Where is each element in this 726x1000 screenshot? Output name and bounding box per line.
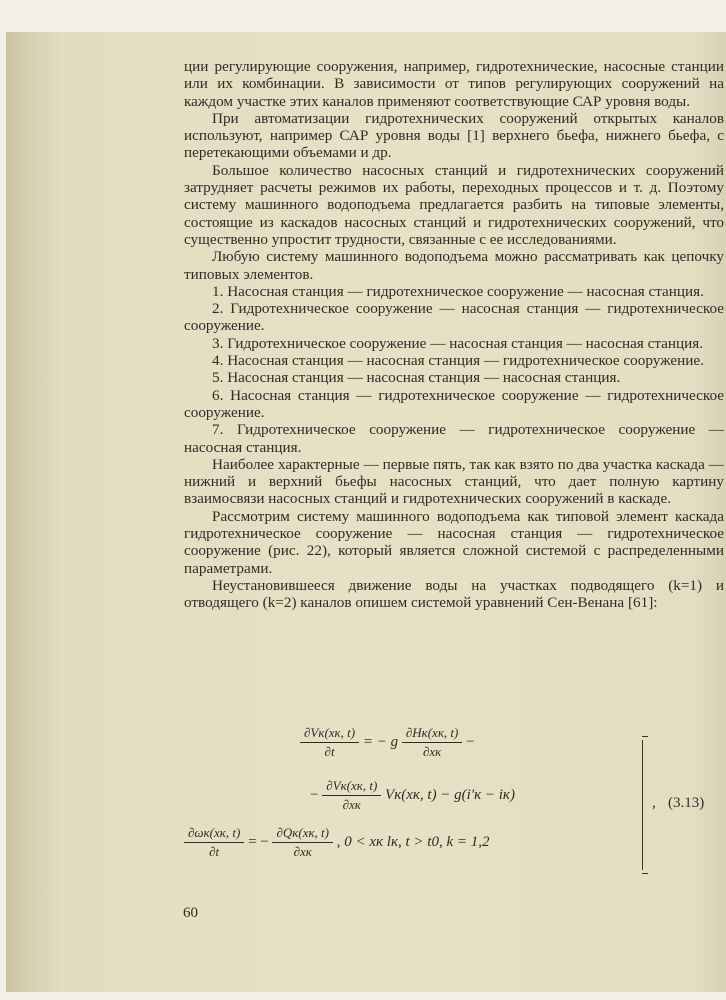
equation-line-2 xyxy=(310,778,515,813)
fraction xyxy=(272,825,333,860)
operator: = − xyxy=(248,833,269,850)
list-item-4: 4. Насосная станция — насосная станция — гидротехническое сооружение. xyxy=(212,352,704,370)
equation-number: (3.13) xyxy=(668,795,705,811)
equation-line-1 xyxy=(300,725,475,760)
page-number: 60 xyxy=(183,905,198,921)
list-item-1: 1. Насосная станция — гидротехническое сооружение — насосная станция. xyxy=(212,282,704,300)
fraction xyxy=(300,725,359,760)
equation-brace xyxy=(628,740,643,870)
denominator: ∂xк xyxy=(342,797,361,812)
list-item-5: 5. Насосная станция — насосная станция — насосная станция. xyxy=(212,369,621,387)
operator: − xyxy=(466,733,475,750)
list-item-6: 6. Насосная станция — гидротехническое сооружение — гидротехническое сооружение. xyxy=(184,386,724,421)
numerator: ∂Hк(xк, t) xyxy=(402,725,463,743)
paragraph-4: Любую систему машинного водоподъема можно рассматривать как цепочку типовых элементов. xyxy=(184,248,724,283)
list-item-3: 3. Гидротехническое сооружение — насосная станция — насосная станция. xyxy=(212,334,704,352)
numerator: ∂ωк(xк, t) xyxy=(184,825,244,843)
paragraph-5: Наиболее характерные — первые пять, так как взято по два участка каскада — нижний и верхний бьефы насосных станций, что дает полную картину взаимосвязи насосных станций и гидротехнических сооружений в каскаде. xyxy=(184,455,724,508)
paragraph-1: ции регулирующие сооружения, например, гидротехнические, насосные станции или их комбинации. В зависимости от типов регулирующих сооружений на каждом участке этих каналов применяют соответствующие САР уровня воды. xyxy=(184,58,724,110)
denominator: ∂xк xyxy=(422,744,442,759)
numerator: ∂Qк(xк, t) xyxy=(272,825,333,843)
equation-line-3 xyxy=(184,825,489,860)
paragraph-6: Рассмотрим систему машинного водоподъема как типовой элемент каскада гидротехническое сооружение — насосная станция — гидротехническое сооружение (рис. 22), который является сложной системой с распределенными параметрами. xyxy=(184,507,724,577)
paragraph-7: Неустановившееся движение воды на участках подводящего (k=1) и отводящего (k=2) каналов опишем системой уравнений Сен-Венана [61]: xyxy=(184,576,724,612)
list-item-2: 2. Гидротехническое сооружение — насосная станция — гидротехническое сооружение. xyxy=(184,300,724,335)
denominator: ∂t xyxy=(209,844,220,859)
denominator: ∂t xyxy=(324,744,335,759)
denominator: ∂xк xyxy=(293,844,312,859)
body-text xyxy=(184,58,724,612)
numerator: ∂Vк(xк, t) xyxy=(300,725,359,743)
fraction xyxy=(184,825,244,860)
equation-term: Vк(xк, t) − g(i′к − iк) xyxy=(385,786,515,803)
paragraph-2: При автоматизации гидротехнических сооружений открытых каналов используют, например САР уровня воды [1] верхнего бьефа, нижнего бьефа, с перетекающими объемами и др. xyxy=(184,109,724,162)
list-item-7: 7. Гидротехническое сооружение — гидротехническое сооружение — насосная станция. xyxy=(184,421,724,456)
fraction xyxy=(322,778,381,813)
numerator: ∂Vк(xк, t) xyxy=(322,778,381,796)
equation-condition: , 0 < xк lк, t > t0, k = 1,2 xyxy=(336,833,490,850)
operator: − xyxy=(310,786,319,803)
paragraph-3: Большое количество насосных станций и гидротехнических сооружений затрудняет расчеты режимов их работы, переходных процессов и т. д. Поэтому систему машинного водоподъема предлагается разбить на типовые элементы, состоящие из каскадов насосных станций и гидротехнических сооружений, что существенно упростит трудности, связанные с ее исследованиями. xyxy=(184,161,724,248)
operator: = − g xyxy=(362,733,399,750)
fraction xyxy=(402,725,463,760)
equation-separator: , xyxy=(652,795,656,811)
